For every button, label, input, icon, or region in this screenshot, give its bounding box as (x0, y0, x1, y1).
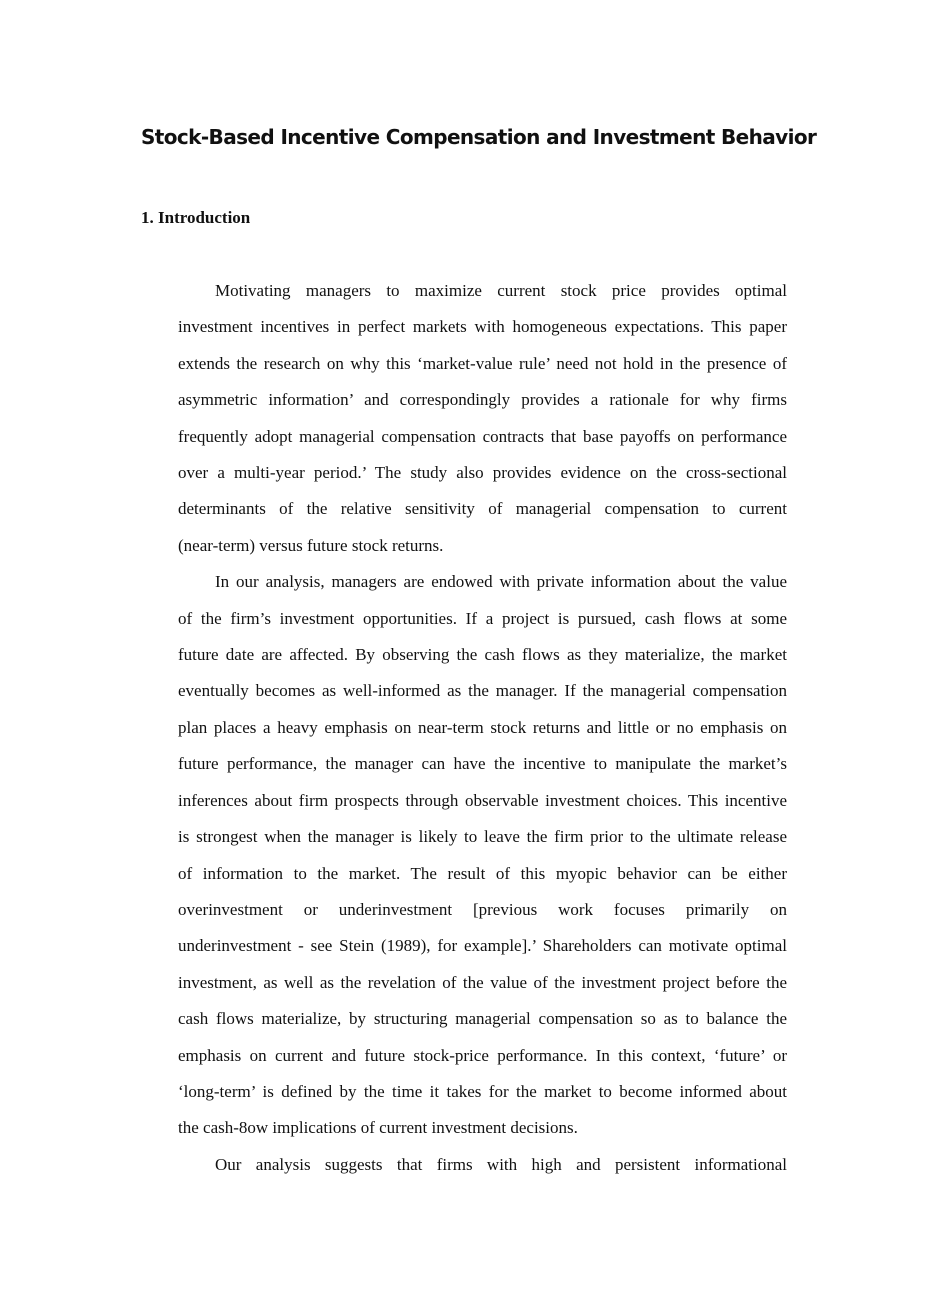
text-line: determinants of the relative sensitivity of managerial compensation to current (178, 499, 787, 519)
text-line: In our analysis, managers are endowed with private information about the value (215, 572, 787, 592)
text-line: (near-term) versus future stock returns. (178, 535, 444, 555)
text-line: emphasis on current and future stock-price performance. In this context, ‘future’ or (178, 1045, 787, 1065)
text-line: of the firm’s investment opportunities. If a project is pursued, cash flows at some (178, 608, 787, 628)
text-line: underinvestment - see Stein (1989), for example].’ Shareholders can motivate optimal (178, 936, 787, 956)
text-line: ‘long-term’ is defined by the time it takes for the market to become informed about (178, 1081, 787, 1101)
text-line: overinvestment or underinvestment [previous work focuses primarily on (178, 899, 787, 919)
section-heading: 1. Introduction (141, 208, 251, 227)
text-line: extends the research on why this ‘market-value rule’ need not hold in the presence of (178, 353, 787, 373)
text-line: Motivating managers to maximize current stock price provides optimal (215, 281, 787, 300)
text-line: cash flows materialize, by structuring managerial compensation so as to balance the (178, 1009, 787, 1029)
text-line: plan places a heavy emphasis on near-term stock returns and little or no emphasis on (178, 717, 787, 737)
text-line: frequently adopt managerial compensation contracts that base payoffs on performance (178, 426, 787, 446)
text-line: inferences about firm prospects through observable investment choices. This incentive (178, 790, 787, 810)
body-text (141, 273, 787, 1183)
paper-title: Stock-Based Incentive Compensation and Investment Behavior (141, 125, 817, 149)
text-line: of information to the market. The result of this myopic behavior can be either (178, 863, 787, 883)
text-line: the cash-8ow implications of current investment decisions. (178, 1118, 578, 1138)
paragraph (141, 1147, 787, 1183)
text-line: future performance, the manager can have the incentive to manipulate the market’s (178, 754, 787, 774)
text-line: investment, as well as the revelation of the value of the investment project before the (178, 972, 787, 992)
paragraph (141, 564, 787, 1147)
text-line: investment incentives in perfect markets with homogeneous expectations. This paper (178, 317, 787, 337)
text-line: is strongest when the manager is likely to leave the firm prior to the ultimate release (178, 827, 787, 847)
text-line: Our analysis suggests that firms with high and persistent informational (215, 1154, 787, 1174)
paragraph (141, 273, 787, 564)
text-line: asymmetric information’ and correspondingly provides a rationale for why firms (178, 390, 787, 410)
text-line: future date are affected. By observing the cash flows as they materialize, the market (178, 645, 787, 665)
text-line: eventually becomes as well-informed as the manager. If the managerial compensation (178, 681, 787, 701)
text-line: over a multi-year period.’ The study also provides evidence on the cross-sectional (178, 463, 787, 483)
